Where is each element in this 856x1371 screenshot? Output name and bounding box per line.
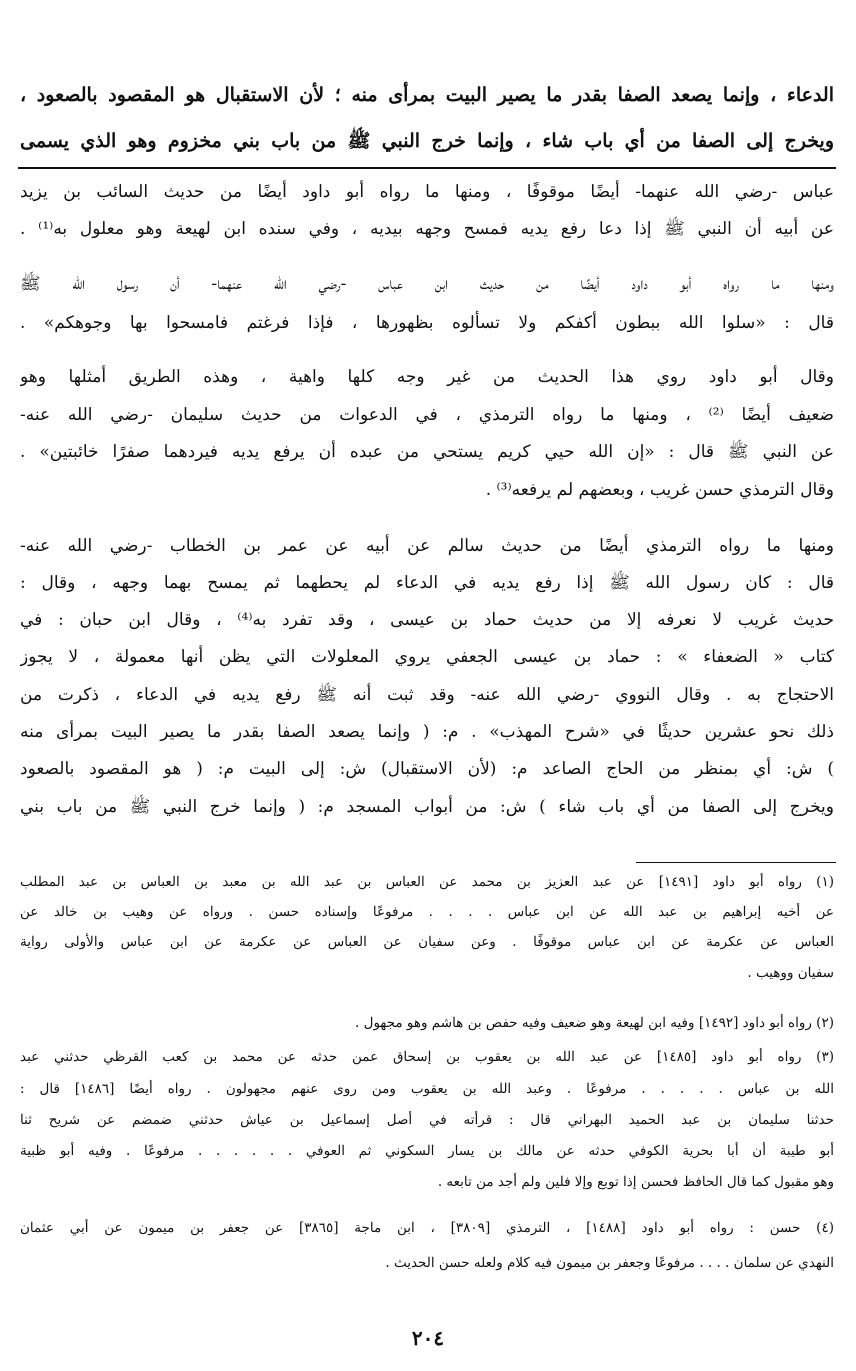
body-line-9: ومنها ما رواه الترمذي أيضًا من حديث سالم عن أبيه عن عمر بن الخطاب -رضي الله عنه- bbox=[20, 536, 834, 556]
body-line-7: عن النبي ﷺ قال : «إن الله حيي كريم يستحي من عبده أن يرفع يديه فيردهما صفرًا خائبتين» . bbox=[20, 442, 834, 462]
body-line-8: وقال الترمذي حسن غريب ، وبعضهم لم يرفعه⁽³⁾ . bbox=[485, 480, 834, 500]
footnote-line-6: (٣) رواه أبو داود [١٤٨٥] عن عبد الله بن يعقوب بن إسحاق عمن حدثه عن محمد بن كعب القرظي حدثني عبد bbox=[20, 1049, 834, 1065]
body-line-10: قال : كان رسول الله ﷺ إذا رفع يديه في الدعاء لم يحطهما ثم يمسح بهما وجهه ، وقال : bbox=[20, 573, 834, 593]
body-line-14: ذلك نحو عشرين حديثًا في «شرح المهذب» . م: ( وإنما يصعد الصفا بقدر ما يصير البيت بمرأى منه bbox=[20, 722, 834, 742]
footnote-line-2: عن أخيه إبراهيم بن عبد الله عن ابن عباس . . . . مرفوعًا وإسناده حسن . ورواه عن وهيب بن خالد عن bbox=[20, 904, 834, 920]
footnote-line-7: الله بن عباس . . . . . مرفوعًا . وعبد الله بن يعقوب ومن روى عنهم مجهولون . رواه أيضًا [١٤٨٦] قال : bbox=[20, 1081, 834, 1097]
footnote-line-9: أبو طيبة أن أبا بحرية الكوفي حدثه عن مالك بن يسار السكوني ثم العوفي . . . . . . مرفوعًا . وفيه أبو ظبية bbox=[20, 1143, 834, 1159]
footnote-divider bbox=[636, 862, 836, 863]
body-line-5: وقال أبو داود روي هذا الحديث من غير وجه كلها واهية ، وهذه الطريق أمثلها وهو bbox=[20, 367, 834, 387]
body-line-3: ومنها ما رواه أبو داود أيضًا من حديث ابن عباس -رضي الله عنهما- أن رسول الله ﷺ bbox=[20, 274, 834, 294]
footnote-line-10: وهو مقبول كما قال الحافظ فحسن إذا توبع وإلا فلين ولم أجد من تابعه . bbox=[437, 1174, 834, 1190]
body-line-4: قال : «سلوا الله ببطون أكفكم ولا تسألوه بظهورها ، فإذا فرغتم فامسحوا بها وجوهكم» . bbox=[20, 313, 834, 333]
body-line-13: الاحتجاج به . وقال النووي -رضي الله عنه- وقد ثبت أنه ﷺ رفع يديه في الدعاء ، ذكرت من bbox=[20, 685, 834, 705]
body-line-2: عن أبيه أن النبي ﷺ إذا دعا رفع يديه فمسح وجهه بيديه ، وفي سنده ابن لهيعة وهو معلول به⁽¹⁾ . bbox=[20, 219, 834, 239]
footnote-line-4: سفيان ووهيب . bbox=[747, 965, 834, 981]
page-number: ٢٠٤ bbox=[411, 1326, 445, 1350]
body-line-16: ويخرج إلى الصفا من أي باب شاء ) ش: من أبواب المسجد م: ( وإنما خرج النبي ﷺ من باب بني bbox=[20, 797, 834, 817]
header-line-1: الدعاء ، وإنما يصعد الصفا بقدر ما يصير البيت بمرأى منه ؛ لأن الاستقبال هو المقصود بالصعود ، bbox=[20, 84, 834, 106]
footnote-line-5: (٢) رواه أبو داود [١٤٩٢] وفيه ابن لهيعة وهو ضعيف وفيه حفص بن هاشم وهو مجهول . bbox=[355, 1015, 834, 1031]
footnote-line-3: العباس عن عكرمة عن ابن عباس موقوفًا . وعن سفيان عن العباس عن عكرمة عن ابن عباس والأولى رواية bbox=[20, 934, 834, 950]
footnote-line-11: (٤) حسن : رواه أبو داود [١٤٨٨] ، الترمذي [٣٨٠٩] ، ابن ماجة [٣٨٦٥] عن جعفر بن ميمون عن أبي عثمان bbox=[20, 1220, 834, 1236]
header-line-2: ويخرج إلى الصفا من أي باب شاء ، وإنما خرج النبي ﷺ من باب بني مخزوم وهو الذي يسمى bbox=[20, 130, 834, 152]
header-divider bbox=[18, 167, 836, 169]
footnote-line-12: النهدي عن سلمان . . . . مرفوعًا وجعفر بن ميمون فيه كلام ولعله حسن الحديث . bbox=[385, 1255, 834, 1271]
body-line-15: ) ش: أي بمنظر من الحاج الصاعد م: (لأن الاستقبال) ش: إلى البيت م: ( هو المقصود بالصعود bbox=[20, 759, 834, 779]
footnote-line-8: حدثنا سليمان بن عبد الحميد البهراني قال : قرأته في أصل إسماعيل بن عياش حدثني ضمضم عن شريح ثنا bbox=[20, 1112, 834, 1128]
body-line-11: حديث غريب لا نعرفه إلا من حديث حماد بن عيسى ، وقد تفرد به⁽⁴⁾ ، وقال ابن حبان : في bbox=[20, 610, 834, 630]
body-line-6: ضعيف أيضًا ⁽²⁾ ، ومنها ما رواه الترمذي ، في الدعوات من حديث سليمان -رضي الله عنه- bbox=[20, 405, 834, 425]
footnote-line-1: (١) رواه أبو داود [١٤٩١] عن عبد العزيز بن محمد عن العباس بن عبد الله بن معبد بن العباس بن عبد المطلب bbox=[20, 874, 834, 890]
body-line-1: عباس -رضي الله عنهما- أيضًا موقوفًا ، ومنها ما رواه أبو داود أيضًا من حديث السائب بن يزيد bbox=[20, 182, 834, 202]
body-line-12: كتاب « الضعفاء » : حماد بن عيسى الجعفي يروي المعلولات التي يظن أنها معمولة ، لا يجوز bbox=[20, 647, 834, 667]
